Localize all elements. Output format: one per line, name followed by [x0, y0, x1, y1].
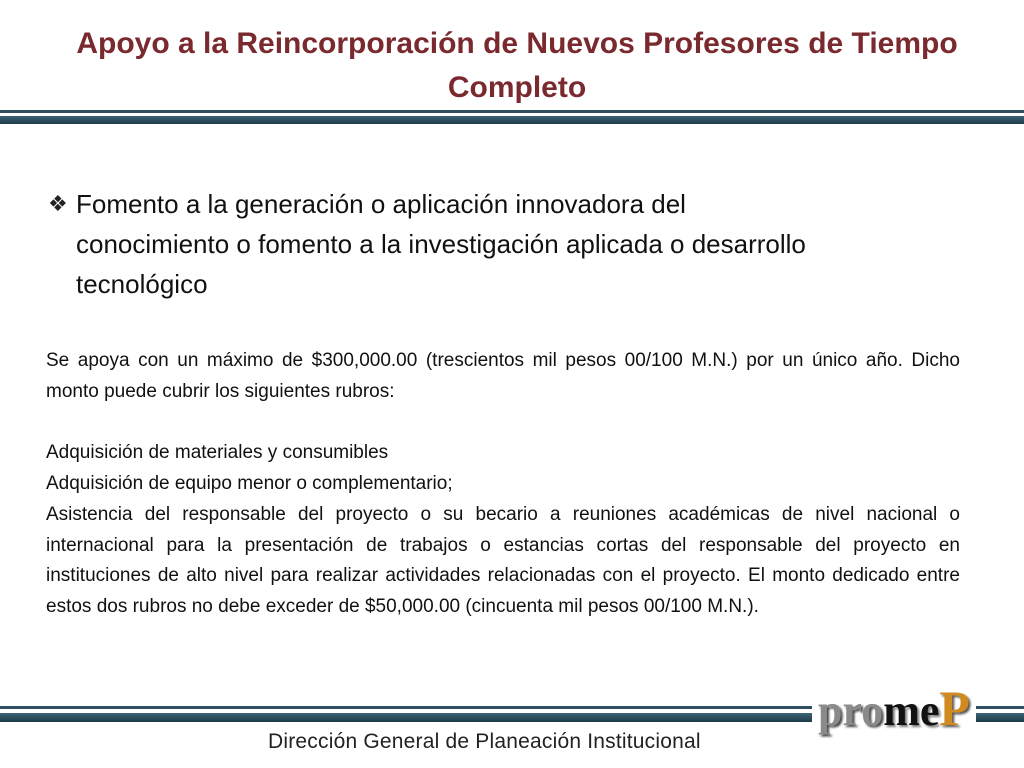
diamond-four-bullet-icon: ❖ — [48, 191, 68, 216]
footer-institution: Dirección General de Planeación Institucional — [268, 730, 701, 753]
bullet-text: Fomento a la generación o aplicación innovadora del conocimiento o fomento a la investigación aplicada o desarrollo tecnológico — [76, 189, 806, 299]
bullet-item — [48, 184, 838, 304]
header-divider — [0, 110, 1024, 126]
logo-part-p: P — [939, 680, 970, 736]
rubro-item: Asistencia del responsable del proyecto o su becario a reuniones académicas de nivel nacional o internacional para la presentación de trabajos o estancias cortas del responsable del proyecto en instituciones de alto nivel para realizar actividades relacionadas con el proyecto. El monto dedicado entre estos dos rubros no debe exceder de $50,000.00 (cincuenta mil pesos 00/100 M.N.). — [46, 504, 960, 617]
rubro-item: Adquisición de materiales y consumibles — [46, 442, 389, 463]
intro-paragraph: Se apoya con un máximo de $300,000.00 (trescientos mil pesos 00/100 M.N.) por un único año. Dicho monto puede cubrir los siguientes rubros: — [46, 350, 960, 402]
header-divider-thin-line — [0, 110, 1024, 113]
logo-part-me: me — [883, 686, 940, 735]
logo-part-pro: pro — [818, 686, 884, 735]
rubro-item: Adquisición de equipo menor o complementario; — [46, 473, 453, 494]
header-divider-thick-line — [0, 116, 1024, 124]
slide-title: Apoyo a la Reincorporación de Nuevos Profesores de Tiempo Completo — [76, 27, 958, 104]
promep-logo — [812, 682, 976, 734]
